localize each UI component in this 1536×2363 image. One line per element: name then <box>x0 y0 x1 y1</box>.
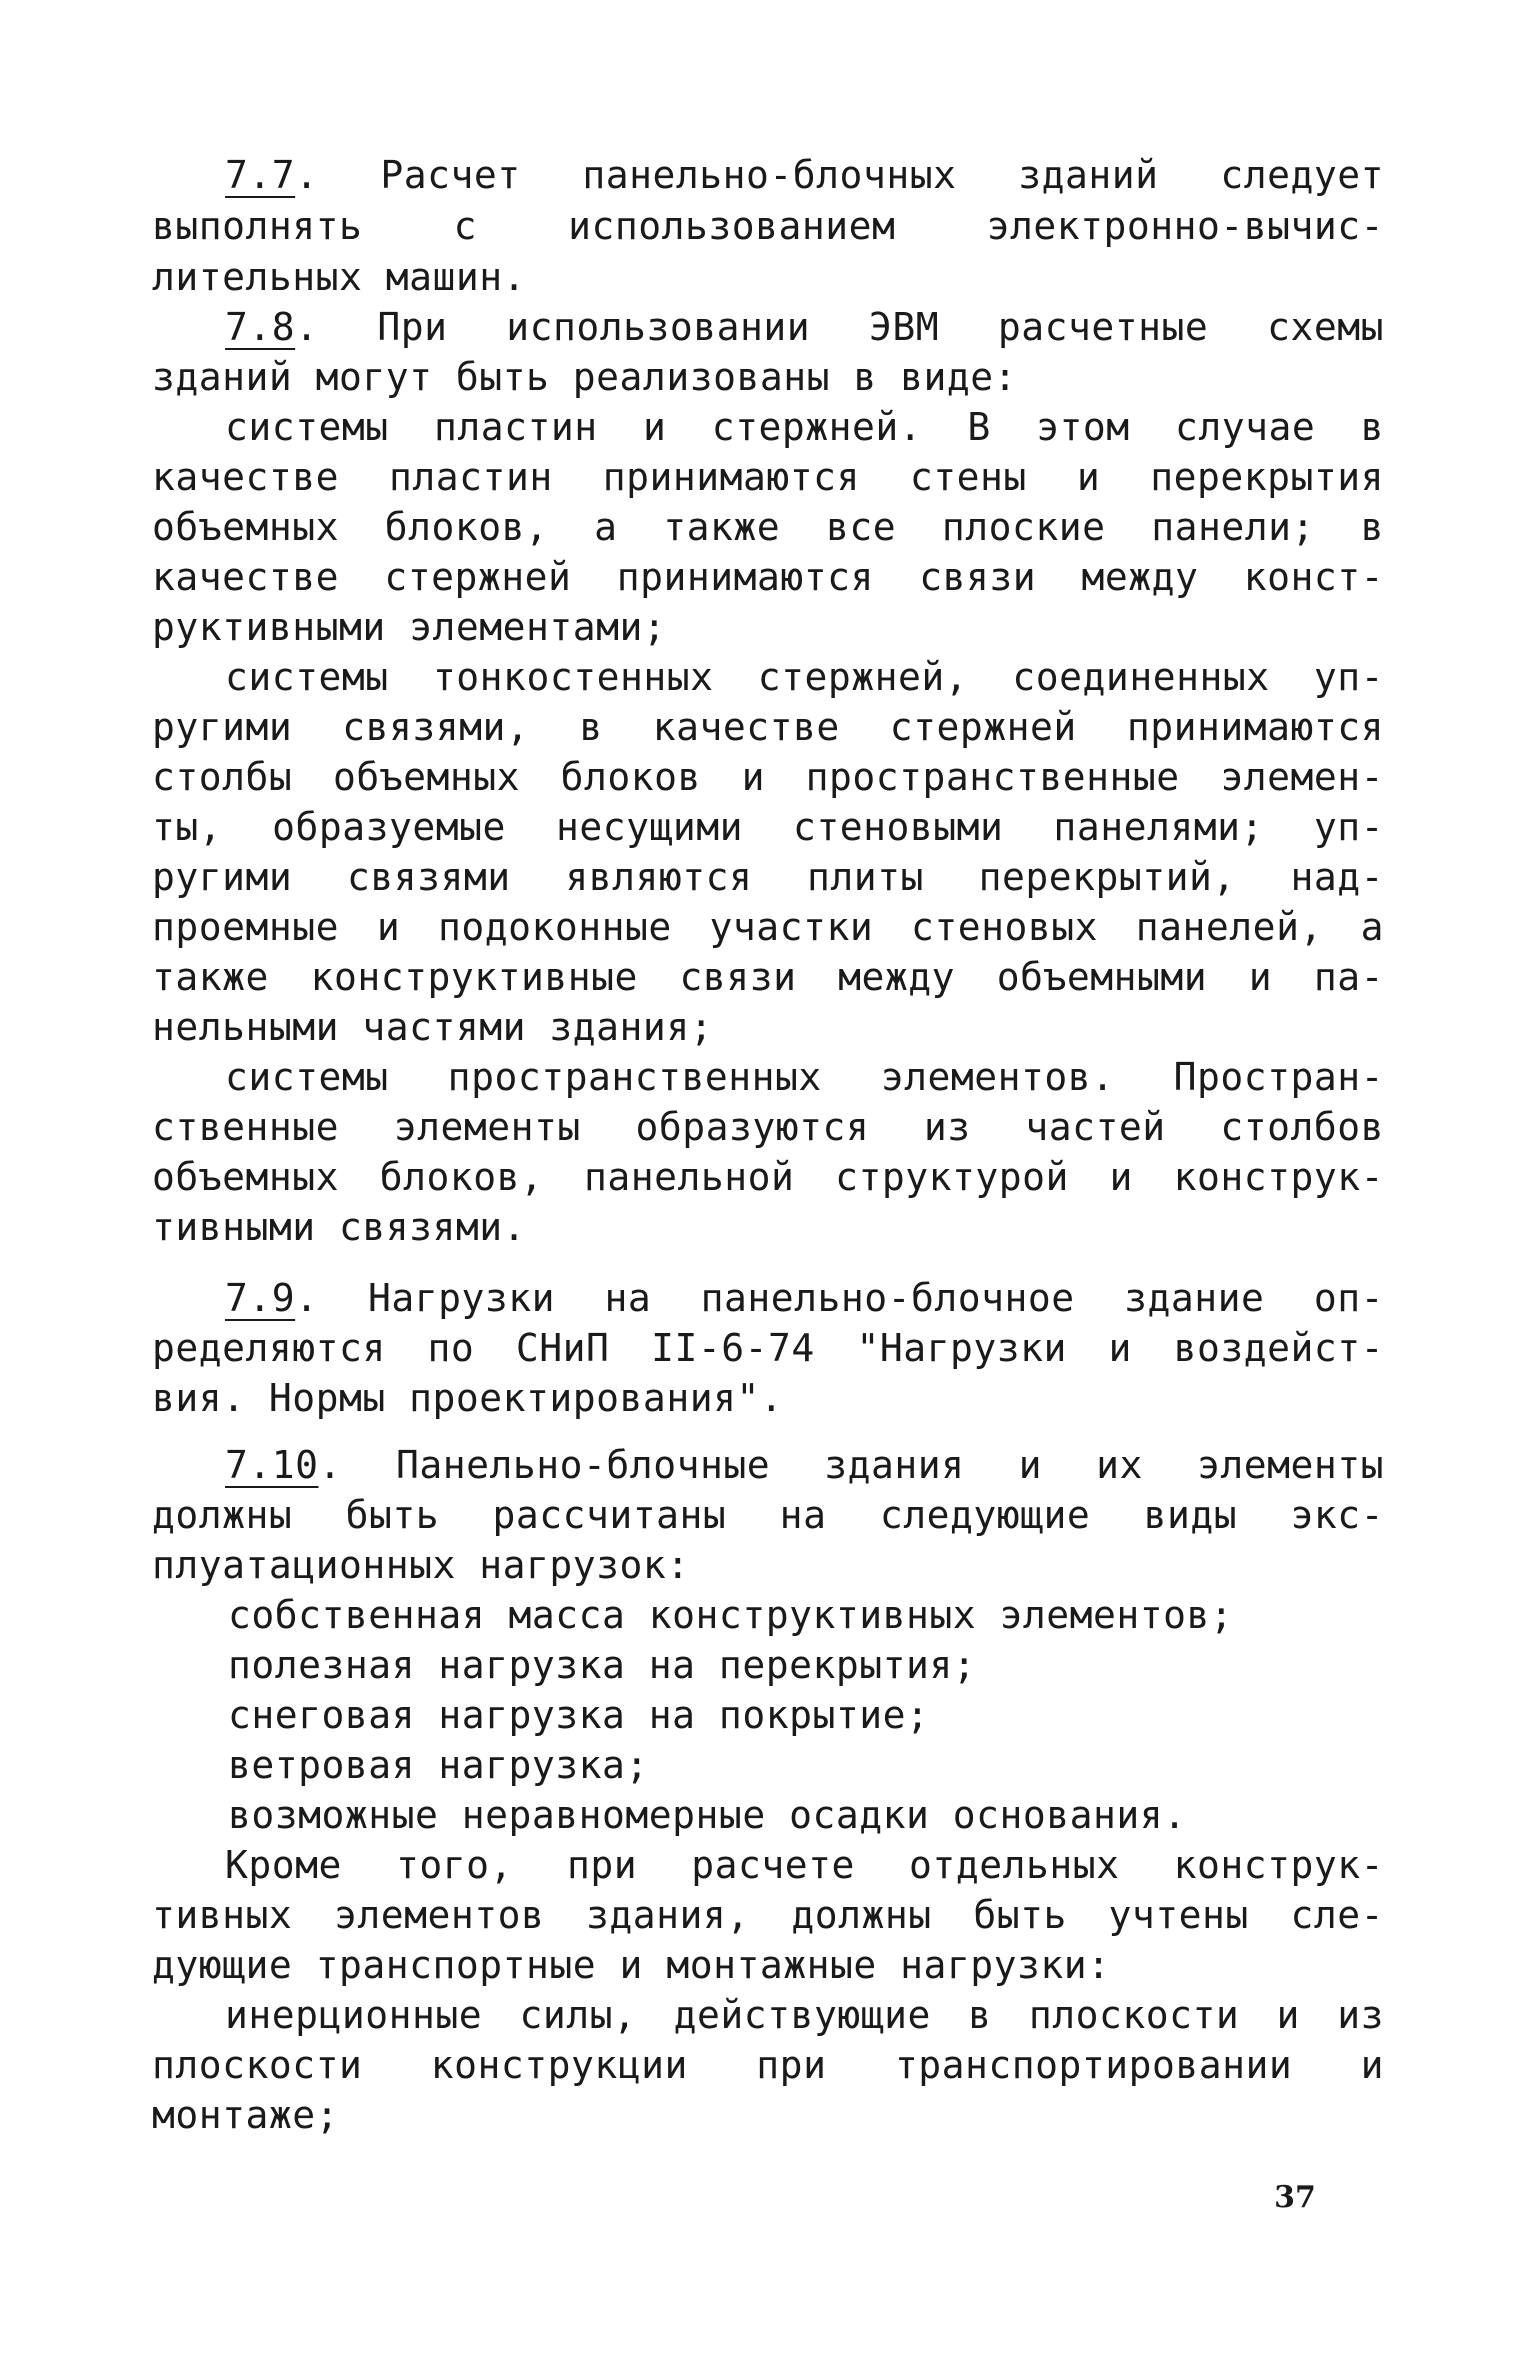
paragraph-7-7-line-2: выполнять с использованием электронно-вычис- <box>152 204 1384 248</box>
item-a-line-3: объемных блоков, а также все плоские панели; в <box>152 505 1384 549</box>
extra-paragraph-line-2: тивных элементов здания, должны быть учтены сле- <box>152 1893 1384 1937</box>
item-b-line-5: ругими связями являются плиты перекрытий, над- <box>152 855 1384 899</box>
paragraph-7-7-line-3: лительных машин. <box>152 255 527 299</box>
paragraph-7-8-line-2: зданий могут быть реализованы в виде: <box>152 355 1017 399</box>
item-a-line-5: руктивными элементами; <box>152 605 667 649</box>
load-list-item: ветровая нагрузка; <box>228 1743 649 1787</box>
paragraph-7-9-line-3: вия. Нормы проектирования". <box>152 1376 784 1420</box>
section-number-7-9: 7.9 <box>225 1276 296 1320</box>
paragraph-7-10-line-3: плуатационных нагрузок: <box>152 1543 690 1587</box>
load-list-item: собственная масса конструктивных элементов; <box>228 1593 1234 1637</box>
item-c-line-4: тивными связями. <box>152 1205 527 1249</box>
paragraph-7-10-line-2: должны быть рассчитаны на следующие виды экс- <box>152 1493 1384 1537</box>
section-number-7-8: 7.8 <box>225 305 296 349</box>
load-list-item: полезная нагрузка на перекрытия; <box>228 1643 977 1687</box>
paragraph-7-9-line-1: 7.9. Нагрузки на панельно-блочное здание оп- <box>225 1276 1384 1320</box>
paragraph-7-7-line-1: 7.7. Расчет панельно-блочных зданий следует <box>225 153 1384 197</box>
last-paragraph-line-1: инерционные силы, действующие в плоскости и из <box>225 1993 1384 2037</box>
paragraph-7-8-line-1: 7.8. При использовании ЭВМ расчетные схемы <box>225 305 1384 349</box>
load-list-item: возможные неравномерные осадки основания. <box>228 1793 1187 1837</box>
load-list-item: снеговая нагрузка на покрытие; <box>228 1693 930 1737</box>
item-b-line-1: системы тонкостенных стержней, соединенных уп- <box>225 655 1384 699</box>
item-c-line-3: объемных блоков, панельной структурой и конструк- <box>152 1155 1384 1199</box>
item-c-line-1: системы пространственных элементов. Простран- <box>225 1055 1384 1099</box>
item-b-line-8: нельными частями здания; <box>152 1005 714 1049</box>
item-b-line-6: проемные и подоконные участки стеновых панелей, а <box>152 905 1384 949</box>
item-a-line-2: качестве пластин принимаются стены и перекрытия <box>152 455 1384 499</box>
paragraph-7-9-line-2: ределяются по СНиП II-6-74 "Нагрузки и воздейст- <box>152 1326 1384 1370</box>
item-a-line-4: качестве стержней принимаются связи между конст- <box>152 555 1384 599</box>
item-b-line-3: столбы объемных блоков и пространственные элемен- <box>152 755 1384 799</box>
last-paragraph-line-3: монтаже; <box>152 2093 340 2137</box>
extra-paragraph-line-1: Кроме того, при расчете отдельных конструк- <box>225 1843 1384 1887</box>
page-number: 37 <box>1274 2180 1316 2215</box>
extra-paragraph-line-3: дующие транспортные и монтажные нагрузки: <box>152 1943 1111 1987</box>
item-b-line-7: также конструктивные связи между объемными и па- <box>152 955 1384 999</box>
last-paragraph-line-2: плоскости конструкции при транспортировании и <box>152 2043 1384 2087</box>
item-a-line-1: системы пластин и стержней. В этом случае в <box>225 405 1384 449</box>
item-b-line-2: ругими связями, в качестве стержней принимаются <box>152 705 1384 749</box>
section-number-7-7: 7.7 <box>225 153 296 197</box>
paragraph-7-10-line-1: 7.10. Панельно-блочные здания и их элементы <box>225 1443 1385 1487</box>
item-c-line-2: ственные элементы образуются из частей столбов <box>152 1105 1384 1149</box>
section-number-7-10: 7.10 <box>225 1443 319 1487</box>
item-b-line-4: ты, образуемые несущими стеновыми панелями; уп- <box>152 805 1384 849</box>
